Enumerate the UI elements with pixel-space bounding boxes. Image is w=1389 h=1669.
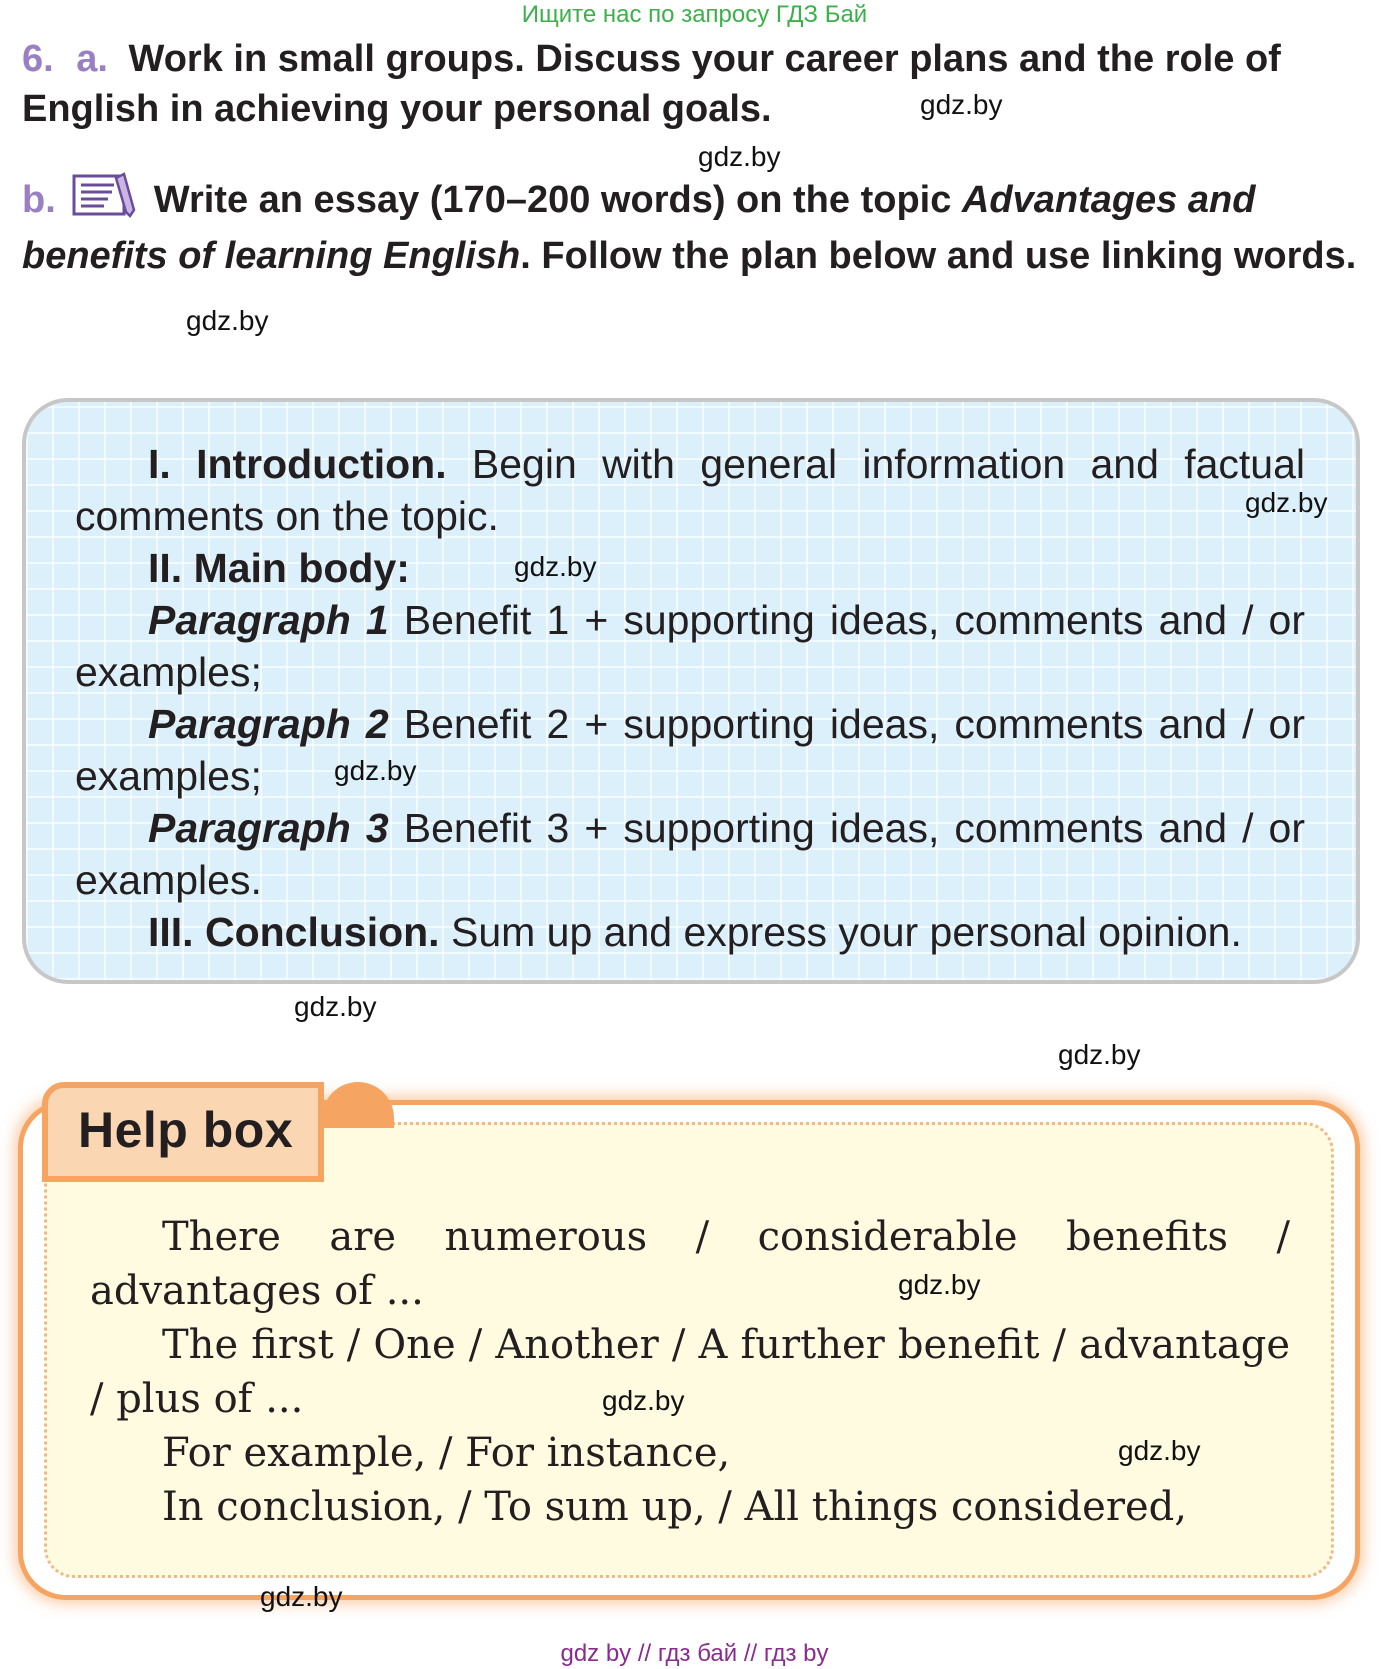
paragraph-text: Benefit 1 + supporting ideas, comments and / or examples;	[75, 597, 1305, 695]
task-6a	[22, 34, 1362, 134]
essay-plan	[75, 438, 1305, 958]
task-letter-a: a.	[76, 38, 108, 80]
watermark: gdz.by	[1118, 1435, 1201, 1466]
help-box-title: Help box	[78, 1102, 294, 1158]
phrase-line: For example, / For instance,	[162, 1430, 731, 1476]
conclusion-label: III. Conclusion.	[148, 909, 440, 955]
search-banner: Ищите нас по запросу ГДЗ Бай	[521, 1, 868, 28]
watermark: gdz.by	[698, 141, 781, 172]
plan-paragraph-3	[75, 802, 1305, 906]
paragraph-label: Paragraph 1	[148, 597, 389, 643]
plan-conclusion	[75, 906, 1305, 958]
task-b-text-start: Write an essay (170–200 words) on the topic	[153, 179, 962, 221]
watermark: gdz.by	[1245, 487, 1328, 518]
watermark: gdz.by	[514, 551, 597, 582]
watermark: gdz.by	[294, 991, 377, 1022]
phrase-line: In conclusion, / To sum up, / All things considered,	[162, 1484, 1187, 1530]
plan-introduction	[75, 438, 1305, 542]
essay-topic: Advantages and benefits of learning English	[22, 179, 1256, 277]
essay-writing-icon	[72, 172, 136, 231]
phrase-line: The first / One / Another / A further benefit / advantage / plus of ...	[90, 1322, 1290, 1422]
paragraph-label: Paragraph 3	[148, 805, 389, 851]
conclusion-text: Sum up and express your personal opinion.	[439, 909, 1242, 955]
paragraph-text: Benefit 3 + supporting ideas, comments and / or examples.	[75, 805, 1305, 903]
intro-text: Begin with general information and factual comments on the topic.	[75, 441, 1305, 539]
plan-paragraph-2	[75, 698, 1305, 802]
watermark: gdz.by	[1058, 1039, 1141, 1070]
task-number: 6.	[22, 38, 54, 80]
task-letter-b: b.	[22, 179, 56, 221]
plan-paragraph-1	[75, 594, 1305, 698]
watermark: gdz.by	[920, 89, 1003, 120]
paragraph-text: Benefit 2 + supporting ideas, comments and / or examples;	[75, 701, 1305, 799]
task-a-text: Work in small groups. Discuss your career plans and the role of English in achieving your personal goals.	[22, 38, 1281, 130]
footer-links: gdz by // гдз бай // гдз by	[560, 1640, 829, 1667]
watermark: gdz.by	[260, 1581, 343, 1612]
phrase-line: There are numerous / considerable benefits / advantages of ...	[90, 1214, 1290, 1314]
plan-main-body	[75, 542, 1305, 594]
watermark: gdz.by	[898, 1269, 981, 1300]
task-6b	[22, 172, 1362, 281]
paragraph-label: Paragraph 2	[148, 701, 389, 747]
help-box-phrases	[90, 1210, 1290, 1534]
watermark: gdz.by	[602, 1385, 685, 1416]
intro-label: I. Introduction.	[148, 441, 447, 487]
help-tab-decoration	[322, 1082, 394, 1128]
main-body-label: II. Main body:	[148, 545, 410, 591]
task-b-text-end: . Follow the plan below and use linking words.	[520, 235, 1357, 277]
watermark: gdz.by	[334, 755, 417, 786]
watermark: gdz.by	[186, 305, 269, 336]
